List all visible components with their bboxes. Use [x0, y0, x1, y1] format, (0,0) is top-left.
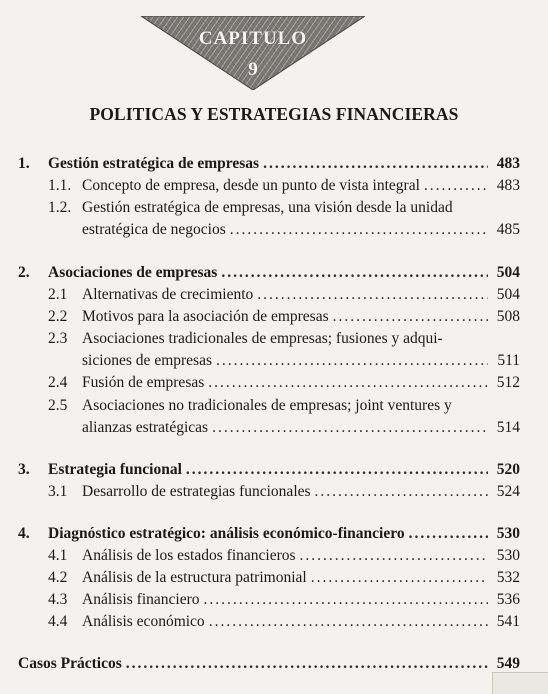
- toc-entry: [82, 612, 520, 632]
- item-title-line1: Asociaciones tradicionales de empresas; fusiones y adqui-: [82, 330, 443, 347]
- section-number: 3.: [18, 461, 30, 478]
- toc-entry: [82, 351, 520, 371]
- leader-dots: [209, 612, 488, 632]
- item-number: 2.1: [48, 286, 68, 303]
- leader-dots: [230, 220, 488, 240]
- page-number: 512: [496, 374, 520, 391]
- item-number: 1.1.: [48, 177, 72, 194]
- toc-entry-section: [48, 154, 520, 174]
- item-title: Análisis económico: [82, 613, 205, 630]
- section-title: Diagnóstico estratégico: análisis económico-financiero: [48, 525, 405, 542]
- leader-dots: [333, 307, 488, 327]
- page-number: 483: [496, 177, 520, 194]
- item-number: 4.4: [48, 613, 68, 630]
- item-title: Alternativas de crecimiento: [82, 286, 254, 303]
- item-title: Análisis de los estados financieros: [82, 547, 296, 564]
- section-number: 4.: [18, 525, 30, 542]
- leader-dots: [257, 285, 488, 305]
- item-title: Análisis de la estructura patrimonial: [82, 569, 307, 586]
- footer-title: Casos Prácticos: [18, 655, 122, 672]
- item-number: 3.1: [48, 483, 68, 500]
- leader-dots: [186, 460, 488, 480]
- item-title: Análisis financiero: [82, 591, 200, 608]
- leader-dots: [424, 176, 488, 196]
- item-title: estratégica de negocios: [82, 221, 226, 238]
- leader-dots: [204, 590, 488, 610]
- page-number: 520: [496, 461, 520, 478]
- leader-dots: [126, 654, 488, 674]
- page-title: POLITICAS Y ESTRATEGIAS FINANCIERAS: [89, 104, 459, 124]
- chapter-number: 9: [248, 59, 258, 80]
- toc-entry: [82, 176, 520, 196]
- leader-dots: [300, 546, 488, 566]
- page-number: 485: [496, 221, 520, 238]
- item-title: Motivos para la asociación de empresas: [82, 308, 329, 325]
- leader-dots: [315, 482, 488, 502]
- leader-dots: [208, 373, 488, 393]
- page-number: 530: [496, 547, 520, 564]
- chapter-label: CAPITULO: [198, 28, 308, 49]
- page-number: 514: [496, 419, 520, 436]
- toc-entry-section: [48, 524, 520, 544]
- page-number: 549: [496, 655, 520, 672]
- toc-entry-section: [48, 460, 520, 480]
- chapter-banner: [141, 16, 365, 90]
- toc-entry-footer: [18, 654, 520, 674]
- leader-dots: [216, 351, 488, 371]
- toc-entry: [82, 373, 520, 393]
- library-stamp: [492, 672, 548, 694]
- section-title: Estrategia funcional: [48, 461, 182, 478]
- toc-entry: [82, 220, 520, 240]
- page-number: 541: [496, 613, 520, 630]
- page-number: 511: [497, 352, 520, 369]
- page-number: 504: [496, 264, 520, 281]
- toc-entry-section: [48, 263, 520, 283]
- section-number: 2.: [18, 264, 30, 281]
- item-number: 4.1: [48, 547, 68, 564]
- section-title: Gestión estratégica de empresas: [48, 155, 260, 172]
- toc-entry: [82, 546, 520, 566]
- page-number: 504: [496, 286, 520, 303]
- leader-dots: [221, 263, 488, 283]
- page-number: 536: [496, 591, 520, 608]
- page-number: 483: [496, 155, 520, 172]
- toc-entry: [82, 285, 520, 305]
- item-number: 2.4: [48, 374, 68, 391]
- page-number: 532: [496, 569, 520, 586]
- item-number: 2.2: [48, 308, 68, 325]
- leader-dots: [311, 568, 488, 588]
- page-number: 524: [496, 483, 520, 500]
- item-title-line1: Asociaciones no tradicionales de empresas; joint ventures y: [82, 397, 452, 414]
- item-title-line1: Gestión estratégica de empresas, una visión desde la unidad: [82, 199, 453, 216]
- section-number: 1.: [18, 155, 30, 172]
- item-number: 2.5: [48, 397, 68, 414]
- item-number: 2.3: [48, 330, 68, 347]
- leader-dots: [409, 524, 488, 544]
- item-title: alianzas estratégicas: [82, 419, 209, 436]
- item-number: 4.3: [48, 591, 68, 608]
- item-title: Concepto de empresa, desde un punto de vista integral: [82, 177, 420, 194]
- toc-entry: [82, 590, 520, 610]
- leader-dots: [212, 418, 488, 438]
- section-title: Asociaciones de empresas: [48, 264, 218, 281]
- item-title: siciones de empresas: [82, 352, 212, 369]
- item-title: Fusión de empresas: [82, 374, 205, 391]
- toc-entry: [82, 482, 520, 502]
- page-number: 508: [496, 308, 520, 325]
- item-title: Desarrollo de estrategias funcionales: [82, 483, 311, 500]
- item-number: 4.2: [48, 569, 68, 586]
- toc-entry: [82, 418, 520, 438]
- leader-dots: [263, 154, 488, 174]
- item-number: 1.2.: [48, 199, 72, 216]
- page-number: 530: [496, 525, 520, 542]
- toc-entry: [82, 307, 520, 327]
- toc-entry: [82, 568, 520, 588]
